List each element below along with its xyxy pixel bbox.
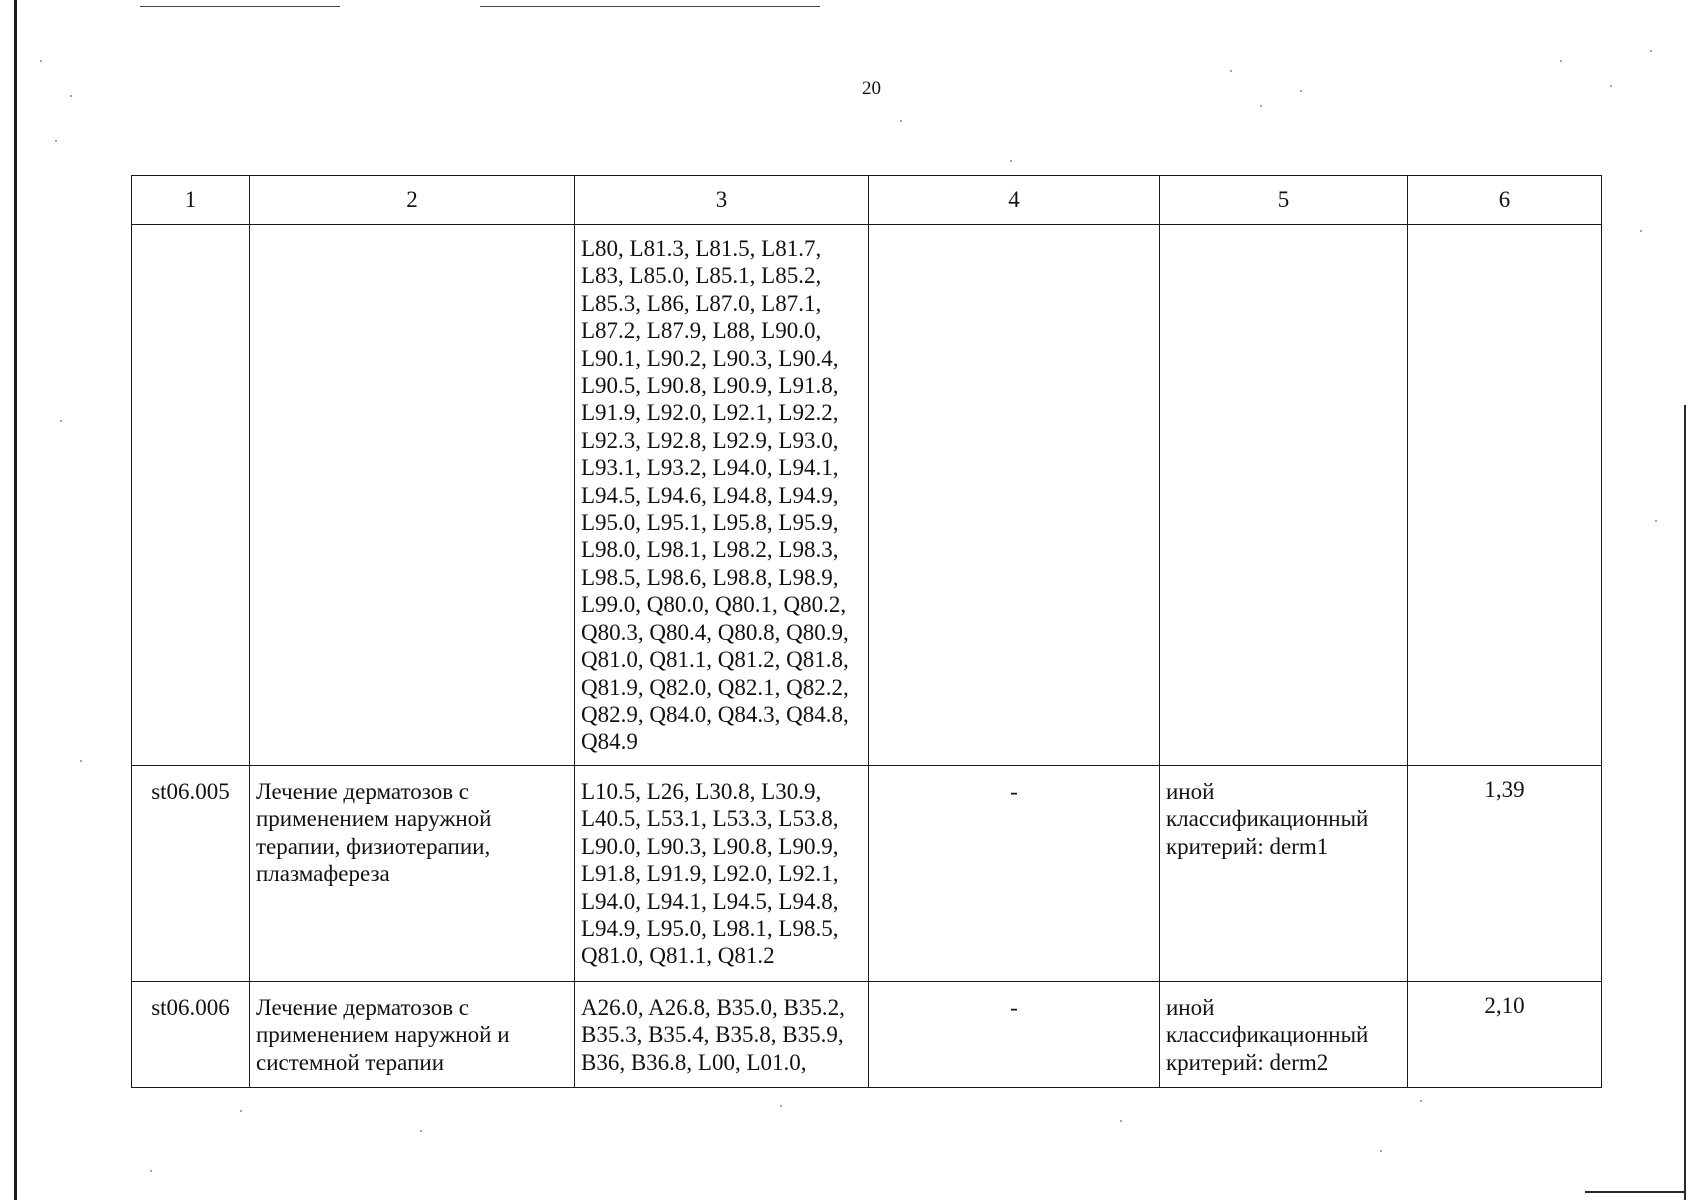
name-line: плазмафереза <box>256 861 390 887</box>
code-line: L40.5, L53.1, L53.3, L53.8, <box>581 806 839 832</box>
cell-col4: - <box>869 766 1160 982</box>
name-line: Лечение дерматозов с <box>256 779 470 804</box>
cell-coefficient: 1,39 <box>1408 766 1602 982</box>
table-row <box>132 982 1602 1088</box>
page-bottom-edge <box>1585 1191 1685 1193</box>
cell-coefficient-empty <box>1408 225 1602 766</box>
code-line: L90.0, L90.3, L90.8, L90.9, <box>581 833 839 859</box>
code-line: L83, L85.0, L85.1, L85.2, <box>581 263 822 289</box>
criterion-line: критерий: derm2 <box>1166 1049 1329 1075</box>
cell-diagnosis-codes <box>575 766 869 982</box>
code-line: L98.0, L98.1, L98.2, L98.3, <box>581 537 839 563</box>
cell-criterion-empty <box>1160 225 1408 766</box>
data-table <box>131 175 1602 1088</box>
code-line: L10.5, L26, L30.8, L30.9, <box>581 779 822 804</box>
code-line: L87.2, L87.9, L88, L90.0, <box>581 318 822 344</box>
code-line: L98.5, L98.6, L98.8, L98.9, <box>581 564 839 590</box>
page-right-edge <box>1684 405 1686 1200</box>
table-row <box>132 766 1602 982</box>
code-line: B36, B36.8, L00, L01.0, <box>581 1049 807 1075</box>
header-cell-4: 4 <box>869 176 1160 225</box>
cell-name <box>250 982 575 1088</box>
code-line: L93.1, L93.2, L94.0, L94.1, <box>581 455 839 481</box>
code-line: L94.5, L94.6, L94.8, L94.9, <box>581 482 839 508</box>
code-line: L99.0, Q80.0, Q80.1, Q80.2, <box>581 592 847 618</box>
cell-diagnosis-codes <box>575 225 869 766</box>
code-line: Q81.0, Q81.1, Q81.2, Q81.8, <box>581 647 849 673</box>
code-line: Q81.0, Q81.1, Q81.2 <box>581 943 775 969</box>
criterion-line: критерий: derm1 <box>1166 833 1329 859</box>
name-line: применением наружной и <box>256 1022 510 1048</box>
header-cell-3: 3 <box>575 176 869 225</box>
code-line: L92.3, L92.8, L92.9, L93.0, <box>581 427 839 453</box>
name-line: системной терапии <box>256 1049 444 1075</box>
code-line: B35.3, B35.4, B35.8, B35.9, <box>581 1022 844 1048</box>
top-scan-line <box>140 6 340 7</box>
code-line: L91.8, L91.9, L92.0, L92.1, <box>581 861 839 887</box>
code-line: Q81.9, Q82.0, Q82.1, Q82.2, <box>581 674 849 700</box>
cell-name-empty <box>250 225 575 766</box>
code-line: L90.1, L90.2, L90.3, L90.4, <box>581 345 839 371</box>
cell-criterion <box>1160 982 1408 1088</box>
code-line: L85.3, L86, L87.0, L87.1, <box>581 290 822 316</box>
name-line: терапии, физиотерапии, <box>256 833 491 859</box>
header-cell-5: 5 <box>1160 176 1408 225</box>
code-line: L90.5, L90.8, L90.9, L91.8, <box>581 373 839 399</box>
header-cell-1: 1 <box>132 176 250 225</box>
criterion-line: иной <box>1166 995 1215 1020</box>
criterion-line: классификационный <box>1166 806 1369 832</box>
code-line: Q84.9 <box>581 729 638 755</box>
cell-col4: - <box>869 982 1160 1088</box>
code-line: L94.0, L94.1, L94.5, L94.8, <box>581 888 839 914</box>
cell-coefficient: 2,10 <box>1408 982 1602 1088</box>
page-number: 20 <box>862 78 881 99</box>
top-scan-line <box>480 6 820 7</box>
criterion-line: классификационный <box>1166 1022 1369 1048</box>
name-line: Лечение дерматозов с <box>256 995 470 1020</box>
code-line: Q80.3, Q80.4, Q80.8, Q80.9, <box>581 619 849 645</box>
cell-diagnosis-codes <box>575 982 869 1088</box>
name-line: применением наружной <box>256 806 492 832</box>
cell-col4-empty <box>869 225 1160 766</box>
cell-name <box>250 766 575 982</box>
table-row-continuation <box>132 225 1602 766</box>
code-line: L91.9, L92.0, L92.1, L92.2, <box>581 400 839 426</box>
header-row <box>132 176 1602 225</box>
code-line: L94.9, L95.0, L98.1, L98.5, <box>581 916 839 942</box>
code-line: Q82.9, Q84.0, Q84.3, Q84.8, <box>581 701 849 727</box>
cell-code-empty <box>132 225 250 766</box>
header-cell-6: 6 <box>1408 176 1602 225</box>
criterion-line: иной <box>1166 779 1215 804</box>
code-line: L95.0, L95.1, L95.8, L95.9, <box>581 510 839 536</box>
cell-code: st06.006 <box>132 982 250 1088</box>
cell-criterion <box>1160 766 1408 982</box>
header-cell-2: 2 <box>250 176 575 225</box>
code-line: A26.0, A26.8, B35.0, B35.2, <box>581 995 845 1020</box>
page-left-border <box>14 0 17 1200</box>
cell-code: st06.005 <box>132 766 250 982</box>
code-line: L80, L81.3, L81.5, L81.7, <box>581 236 822 261</box>
